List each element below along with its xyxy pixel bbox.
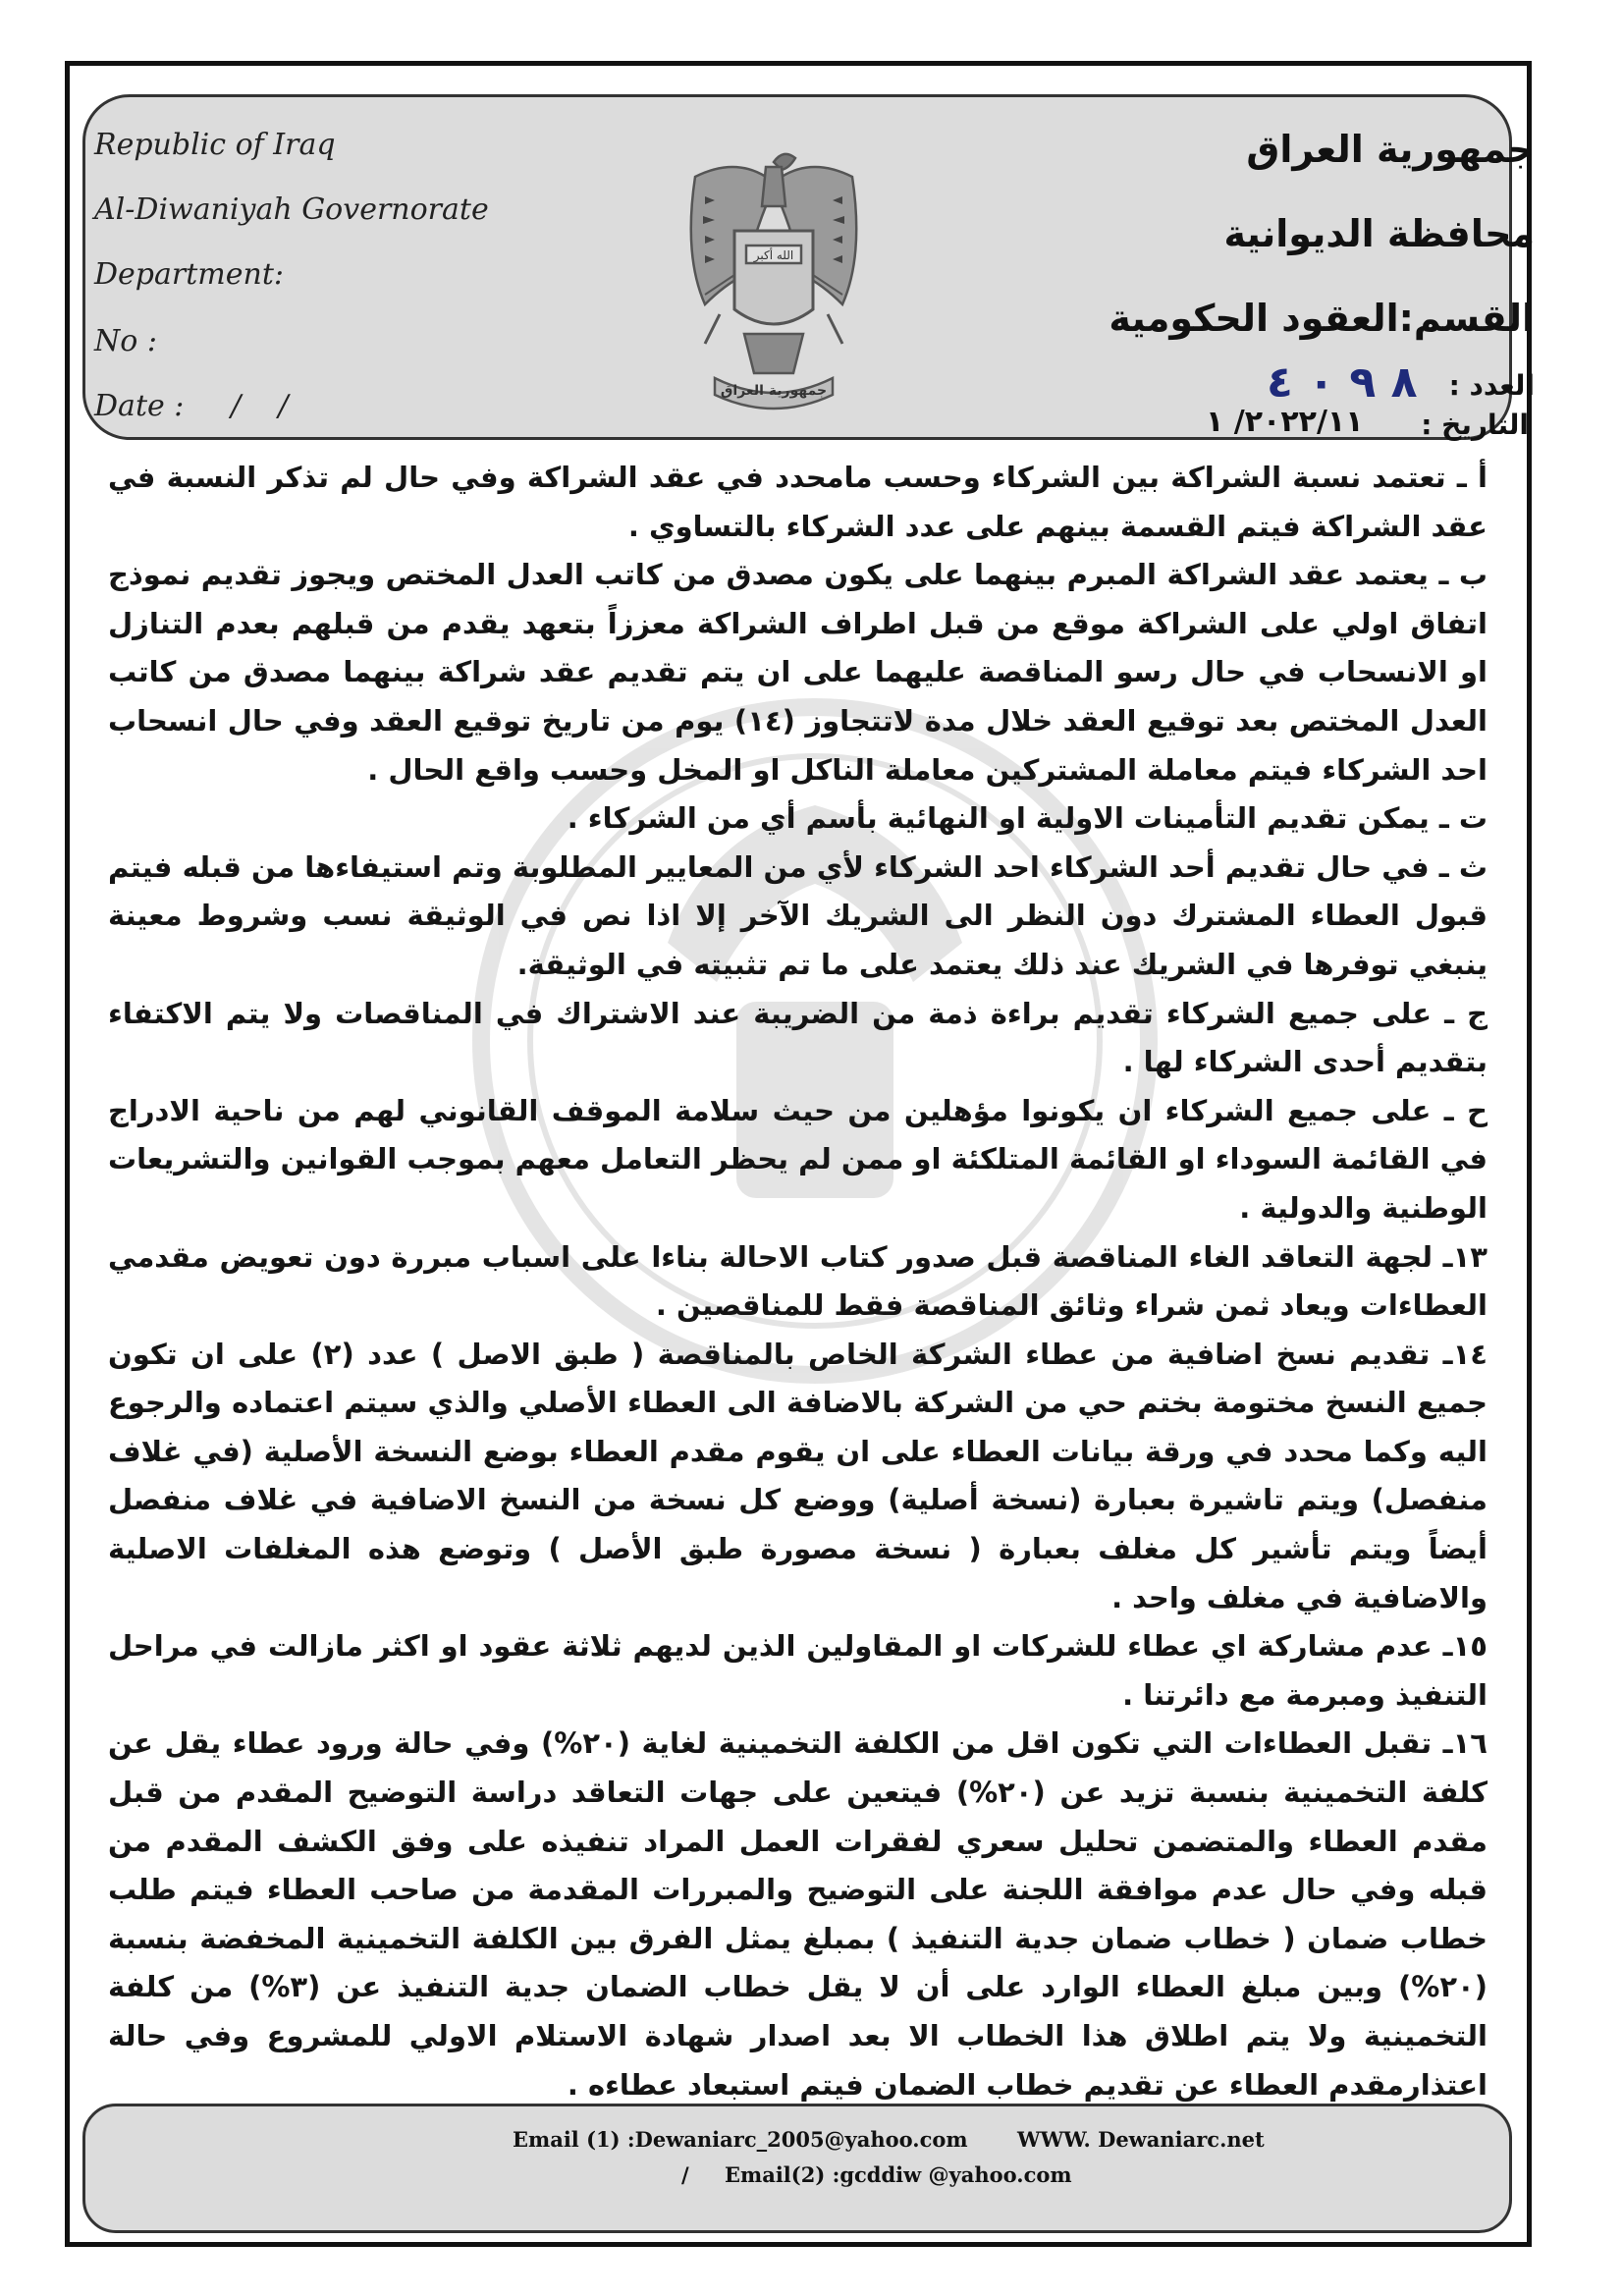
en-date: Date : / /	[94, 389, 289, 423]
clause-jim: ج ـ على جميع الشركاء تقديم براءة ذمة من الضريبة عند الاشتراك في المناقصات ولا يتم الاكتفاء بتقديم أحدى الشركاء لها .	[108, 996, 1488, 1079]
ar-date-value: ٢٠٢٢/١١/ ١	[1206, 405, 1364, 439]
clause-16: ١٦ـ تقبل العطاءات التي تكون اقل من الكلفة التخمينية لغاية (٢٠%) وفي حالة ورود عطاء يقل عن كلفة التخمينية بنسبة تزيد عن (٢٠%) فيتعين على جهات التعاقد دراسة التوضيح المقدم من قبل مقدم العطاء والمتضمن تحليل سعري لفقرات العمل المراد تنفيذه على وفق الكشف المقدم من قبله وفي حال عدم موافقة اللجنة على التوضيح والمبررات المقدمة من صاحب العطاء فيتم طلب خطاب ضمان ( خطاب ضمان جدية التنفيذ ) بمبلغ يمثل الفرق بين الكلفة التخمينية المخفضة بنسبة (٢٠%) وبين مبلغ العطاء الوارد على أن لا يقل خطاب الضمان جدية التنفيذ عن (٣%) من كلفة التخمينية ولا يتم اطلاق هذا الخطاب الا بعد اصدار شهادة الاستلام الاولي للمشروع وفي حالة اعتذارمقدم العطاء عن تقديم خطاب الضمان فيتم استبعاد عطاءه .	[108, 1726, 1488, 2102]
document-body	[108, 454, 1488, 2102]
ar-number-label: العدد :	[1448, 369, 1535, 402]
ar-country: جمهورية العراق	[1246, 128, 1535, 171]
footer-email-1[interactable]: Email (1) :Dewaniarc_2005@yahoo.com	[513, 2127, 968, 2152]
ar-governorate: محافظة الديوانية	[1223, 212, 1535, 255]
footer-email-2[interactable]: Email(2) :gcddiw @yahoo.com	[725, 2162, 1072, 2187]
clause-ha: ح ـ على جميع الشركاء ان يكونوا مؤهلين من حيث سلامة الموقف القانوني لهم من ناحية الادراج في القائمة السوداء او القائمة المتلكئة او ممن لم يحظر التعامل معهم بموجب القوانين والتشريعات الوطنية والدولية .	[108, 1093, 1488, 1225]
clause-13: ١٣ـ لجهة التعاقد الغاء المناقصة قبل صدور كتاب الاحالة بناءا على اسباب مبررة دون تعويض مقدمي العطاءات ويعاد ثمن شراء وثائق المناقصة فقط للمناقصين .	[108, 1239, 1488, 1323]
emblem-caption: جمهورية العراق	[720, 383, 828, 399]
clause-14: ١٤ـ تقديم نسخ اضافية من عطاء الشركة الخاص بالمناقصة ( طبق الاصل ) عدد (٢) على ان تكون جميع النسخ مختومة بختم حي من الشركة بالاضافة الى العطاء الأصلي والذي سيتم اعتماده والرجوع اليه وكما محدد في ورقة بيانات العطاء على ان يقوم مقدم العطاء بوضع النسخة الأصلية (في غلاف منفصل) ويتم تاشيرة بعبارة (نسخة أصلية) ووضع كل نسخة من النسخ الاضافية في غلاف منفصل أيضاً ويتم تأشير كل مغلف بعبارة ( نسخة مصورة طبق الأصل ) وتوضع هذه المغلفات الاصلية والاضافية في مغلف واحد .	[108, 1337, 1488, 1614]
clause-tha: ث ـ في حال تقديم أحد الشركاء احد الشركاء لأي من المعايير المطلوبة وتم استيفاءها من قبله فيتم قبول العطاء المشترك دون النظر الى الشريك الآخر إلا اذا نص في الوثيقة نسب وشروط معينة ينبغي توفرها في الشريك عند ذلك يعتمد على ما تم تثبيته في الوثيقة.	[108, 849, 1488, 981]
clause-ta: ت ـ يمكن تقديم التأمينات الاولية او النهائية بأسم أي من الشركاء .	[567, 801, 1488, 836]
clause-ba: ب ـ يعتمد عقد الشراكة المبرم بينهما على يكون مصدق من كاتب العدل المختص ويجوز تقديم نموذج اتفاق اولي على الشراكة موقع من قبل اطراف الشراكة معززاً بتعهد يقدم من قبلهم بعدم التنازل او الانسحاب في حال رسو المناقصة عليهما على ان يتم تقديم عقد شراكة بينهما مصدق من كاتب العدل المختص بعد توقيع العقد خلال مدة لاتتجاوز (١٤) يوم من تاريخ توقيع العقد وفي حال انسحاب احد الشركاء فيتم معاملة المشتركين معاملة الناكل او المخل وحسب واقع الحال .	[108, 558, 1488, 787]
en-department: Department:	[94, 257, 284, 292]
ar-department: القسم:العقود الحكومية	[1109, 297, 1535, 340]
en-country: Republic of Iraq	[94, 128, 336, 162]
ar-date-label: التاريخ :	[1421, 409, 1529, 441]
en-governorate: Al-Diwaniyah Governorate	[94, 192, 489, 227]
footer-separator: /	[681, 2162, 689, 2187]
footer-website[interactable]: WWW. Dewaniarc.net	[1017, 2127, 1265, 2152]
iraq-eagle-emblem-icon	[676, 137, 872, 422]
ar-number-value: ٨ ٩ ٠ ٤	[1267, 357, 1418, 408]
emblem-motto: الله أكبر	[753, 248, 794, 262]
en-number: No :	[94, 324, 157, 358]
clause-alif: أ ـ تعتمد نسبة الشراكة بين الشركاء وحسب مامحدد في عقد الشراكة وفي حال لم تذكر النسبة في عقد الشراكة فيتم القسمة بينهم على عدد الشركاء بالتساوي .	[108, 461, 1488, 543]
clause-15: ١٥ـ عدم مشاركة اي عطاء للشركات او المقاولين الذين لديهم ثلاثة عقود او اكثر مازالت في مراحل التنفيذ ومبرمة مع دائرتنا .	[108, 1629, 1488, 1712]
